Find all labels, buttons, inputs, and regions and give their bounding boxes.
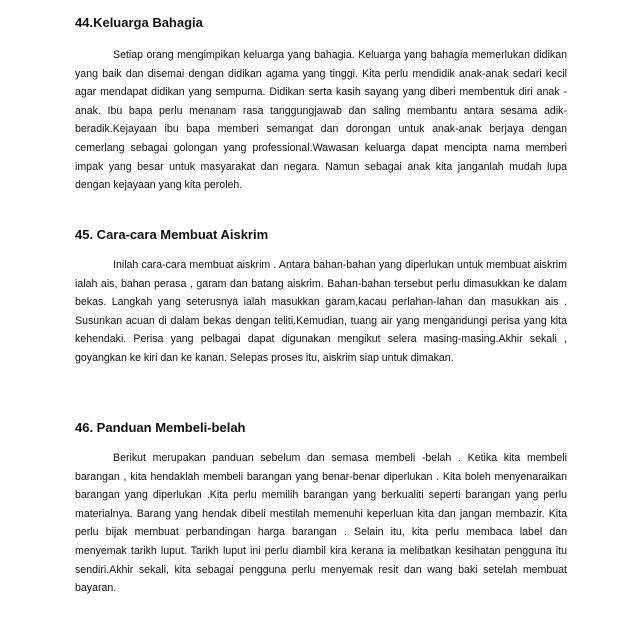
section-paragraph: Inilah cara-cara membuat aiskrim . Antara bahan-bahan yang diperlukan untuk membuat aiskrim ialah ais, bahan perasa , garam dan batang aiskrim. Bahan-bahan tersebut perlu dimasukkan ke dalam bekas. Langkah yang seterusnya ialah masukkan garam,kacau perlahan-lahan dan masukkan ais . Susunkan acuan di dalam bekas dengan teliti.Kemudian, tuang air yang mengandungi perisa yang kita kehendaki. Perisa yang pelbagai dapat digunakan mengikut selera masing-masing.Akhir sekali , goyangkan ke kiri dan ke kanan. Selepas proses itu, aiskrim siap untuk dimakan. (75, 259, 567, 364)
section-paragraph: Setiap orang mengimpikan keluarga yang bahagia. Keluarga yang bahagia memerlukan didikan yang baik dan disemai dengan didikan agama yang tinggi. Kita perlu mendidik anak-anak sedari kecil agar mendapat didikan yang sempurna. Didikan serta kasih sayang yang diberi membentuk diri anak -anak. Ibu bapa perlu menanam rasa tanggungjawab dan saling membantu antara sesama adik- beradik.Kejayaan ibu bapa memberi semangat dan dorongan untuk anak-anak berjaya dengan cemerlang sebagai golongan yang professional.Wawasan keluarga dapat mencipta nama memberi impak yang besar untuk masyarakat dan negara. Namun sebagai anak kita janganlah mudah lupa dengan kejayaan yang kita peroleh. (75, 49, 567, 192)
section-paragraph: Berikut merupakan panduan sebelum dan semasa membeli -belah . Ketika kita membeli barangan , kita hendaklah membeli barangan yang benar-benar diperlukan . Kita boleh menyenaraikan barangan yang diperlukan .Kita perlu memilih barangan yang berkualiti seperti barangan yang perlu materialnya. Barang yang hendak dibeli mestilah memenuhi keperluan kita dan jangan membazir. Kita perlu bijak membuat perbandingan harga barangan . Selain itu, kita perlu membaca label dan menyemak tarikh luput. Tarikh luput ini perlu diambil kira kerana ia melibatkan kesihatan pengguna itu sendiri.Akhir sekali, kita sebagai pengguna perlu menyemak resit dan wang baki setelah membuat bayaran. (75, 452, 567, 595)
section-membuat-aiskrim (75, 226, 567, 368)
section-heading: 45. Cara-cara Membuat Aiskrim (75, 227, 269, 242)
section-keluarga-bahagia (75, 14, 567, 195)
section-panduan-membeli-belah (75, 419, 567, 598)
section-heading: 44.Keluarga Bahagia (75, 15, 203, 30)
section-heading: 46. Panduan Membeli-belah (75, 420, 246, 435)
